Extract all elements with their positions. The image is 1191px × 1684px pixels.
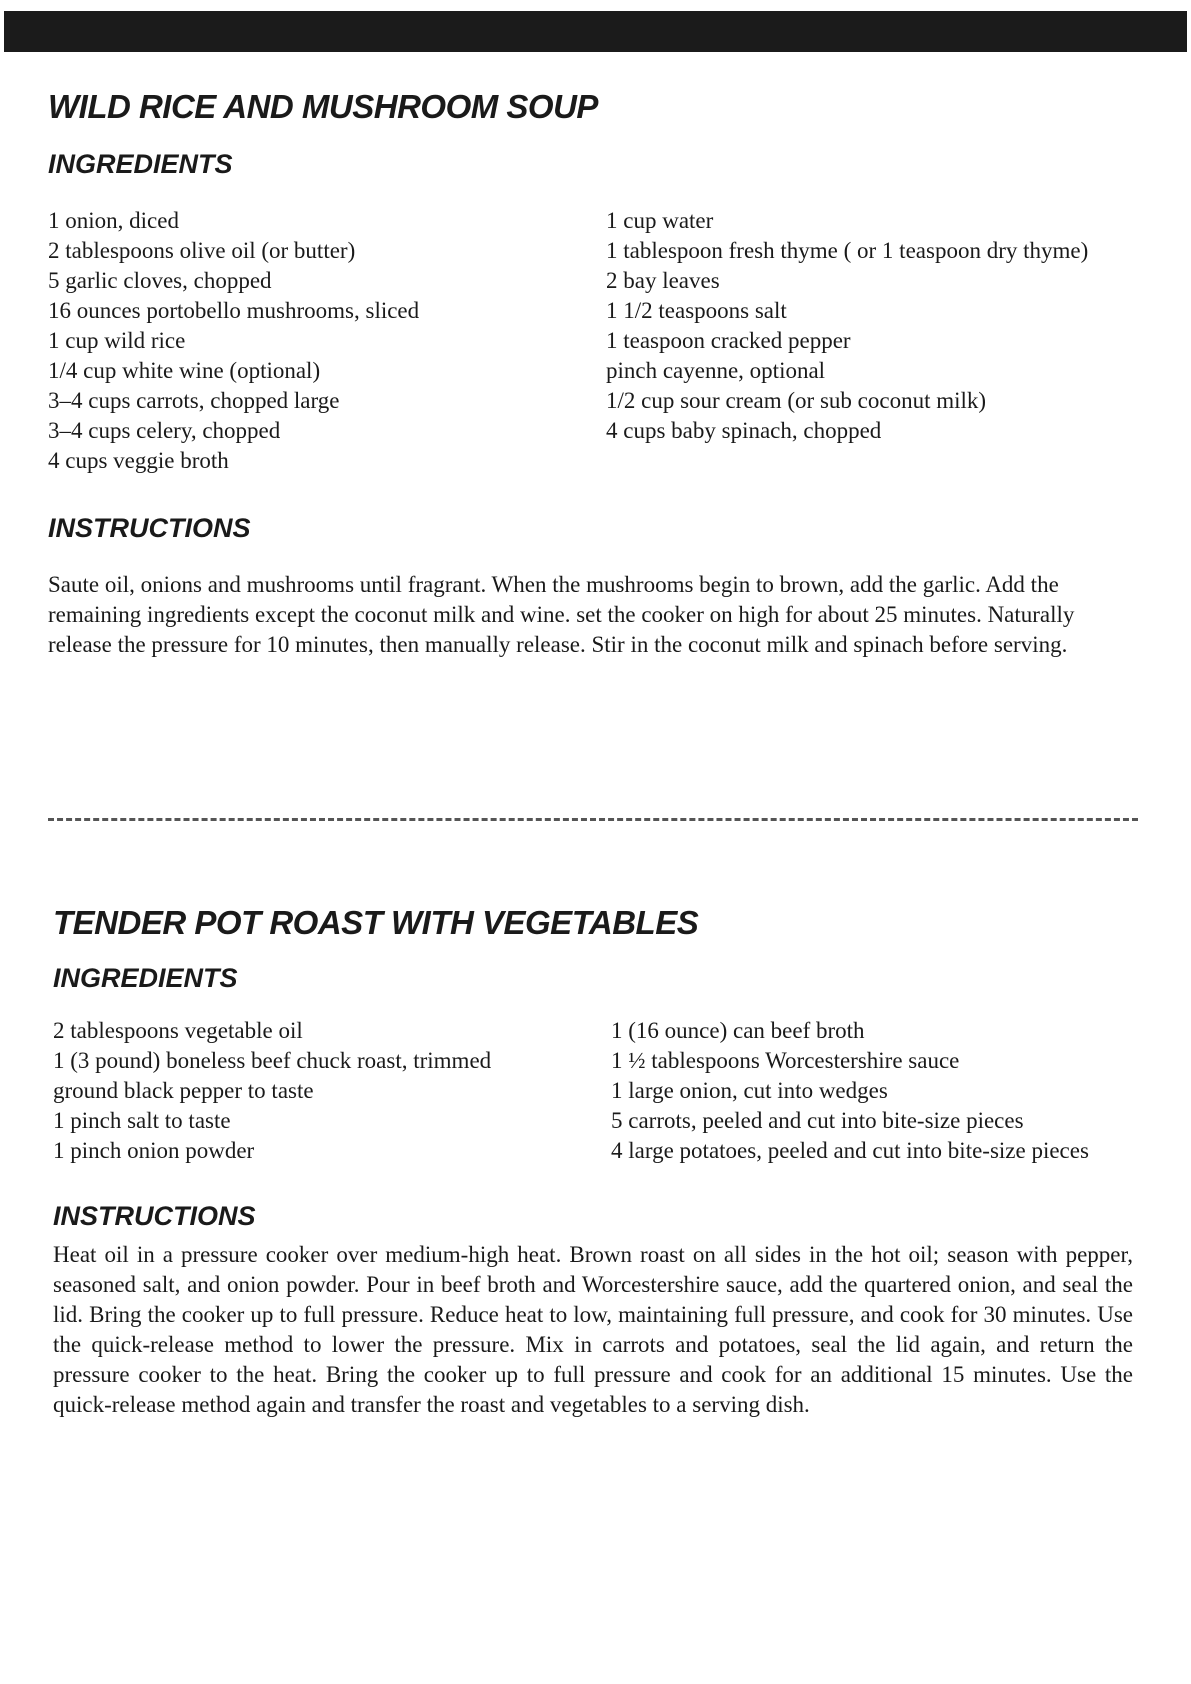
- ingredients-list: [48, 206, 1130, 476]
- recipe-title: TENDER POT ROAST WITH VEGETABLES: [53, 904, 699, 941]
- ingredient-item: 5 carrots, peeled and cut into bite-size pieces: [611, 1108, 1024, 1133]
- ingredient-item: 5 garlic cloves, chopped: [48, 268, 272, 293]
- ingredient-item: 3–4 cups carrots, chopped large: [48, 388, 340, 413]
- ingredient-item: ground black pepper to taste: [53, 1078, 314, 1103]
- ingredients-column-left: [48, 206, 606, 476]
- instructions-text: Heat oil in a pressure cooker over medium-high heat. Brown roast on all sides in the hot oil; season with pepper, seasoned salt, and onion powder. Pour in beef broth and Worcestershire sauce, add the quartered onion, and seal the lid. Bring the cooker up to full pressure. Reduce heat to low, maintaining full pressure, and cook for 30 minutes. Use the quick-release method to lower the pressure. Mix in carrots and potatoes, seal the lid again, and return the pressure cooker to the heat. Bring the cooker up to full pressure and cook for an additional 15 minutes. Use the quick-release method again and transfer the roast and vegetables to a serving dish.: [53, 1242, 1133, 1417]
- header-bar: [4, 11, 1187, 52]
- ingredient-item: 1 1/2 teaspoons salt: [606, 298, 787, 323]
- ingredient-item: 3–4 cups celery, chopped: [48, 418, 281, 443]
- ingredients-heading: INGREDIENTS: [53, 963, 238, 993]
- recipe-wild-rice-mushroom-soup: [48, 84, 1130, 660]
- instructions-heading: INSTRUCTIONS: [48, 513, 251, 543]
- ingredient-item: pinch cayenne, optional: [606, 358, 826, 383]
- ingredient-item: 2 tablespoons vegetable oil: [53, 1018, 303, 1043]
- ingredient-item: 1 cup water: [606, 208, 714, 233]
- ingredient-item: 2 bay leaves: [606, 268, 720, 293]
- ingredient-item: 1 ½ tablespoons Worcestershire sauce: [611, 1048, 960, 1073]
- section-divider: [48, 818, 1138, 821]
- recipe-tender-pot-roast: [53, 900, 1135, 1420]
- ingredient-item: 1 cup wild rice: [48, 328, 186, 353]
- ingredient-item: 1/4 cup white wine (optional): [48, 358, 321, 383]
- ingredient-item: 1 pinch onion powder: [53, 1138, 255, 1163]
- ingredient-item: 1 large onion, cut into wedges: [611, 1078, 888, 1103]
- ingredient-item: 1 (16 ounce) can beef broth: [611, 1018, 865, 1043]
- ingredient-item: 16 ounces portobello mushrooms, sliced: [48, 298, 420, 323]
- ingredient-item: 1 tablespoon fresh thyme ( or 1 teaspoon dry thyme): [606, 238, 1089, 263]
- ingredient-item: 4 large potatoes, peeled and cut into bite-size pieces: [611, 1138, 1089, 1163]
- ingredients-list: [53, 1016, 1135, 1166]
- ingredient-item: 1/2 cup sour cream (or sub coconut milk): [606, 388, 987, 413]
- recipe-title: WILD RICE AND MUSHROOM SOUP: [48, 88, 598, 125]
- ingredient-item: 4 cups baby spinach, chopped: [606, 418, 882, 443]
- ingredients-column-right: [606, 206, 1130, 476]
- ingredients-heading: INGREDIENTS: [48, 149, 233, 179]
- ingredient-item: 4 cups veggie broth: [48, 448, 229, 473]
- ingredient-item: 1 teaspoon cracked pepper: [606, 328, 851, 353]
- instructions-text: Saute oil, onions and mushrooms until fragrant. When the mushrooms begin to brown, add the garlic. Add the remaining ingredients except the coconut milk and wine. set the cooker on high for about 25 minutes. Naturally release the pressure for 10 minutes, then manually release. Stir in the coconut milk and spinach before serving.: [48, 572, 1075, 657]
- ingredient-item: 1 pinch salt to taste: [53, 1108, 231, 1133]
- ingredients-column-left: [53, 1016, 611, 1166]
- ingredient-item: 1 (3 pound) boneless beef chuck roast, trimmed: [53, 1048, 492, 1073]
- instructions-heading: INSTRUCTIONS: [53, 1201, 256, 1231]
- ingredient-item: 2 tablespoons olive oil (or butter): [48, 238, 356, 263]
- ingredient-item: 1 onion, diced: [48, 208, 179, 233]
- ingredients-column-right: [611, 1016, 1135, 1166]
